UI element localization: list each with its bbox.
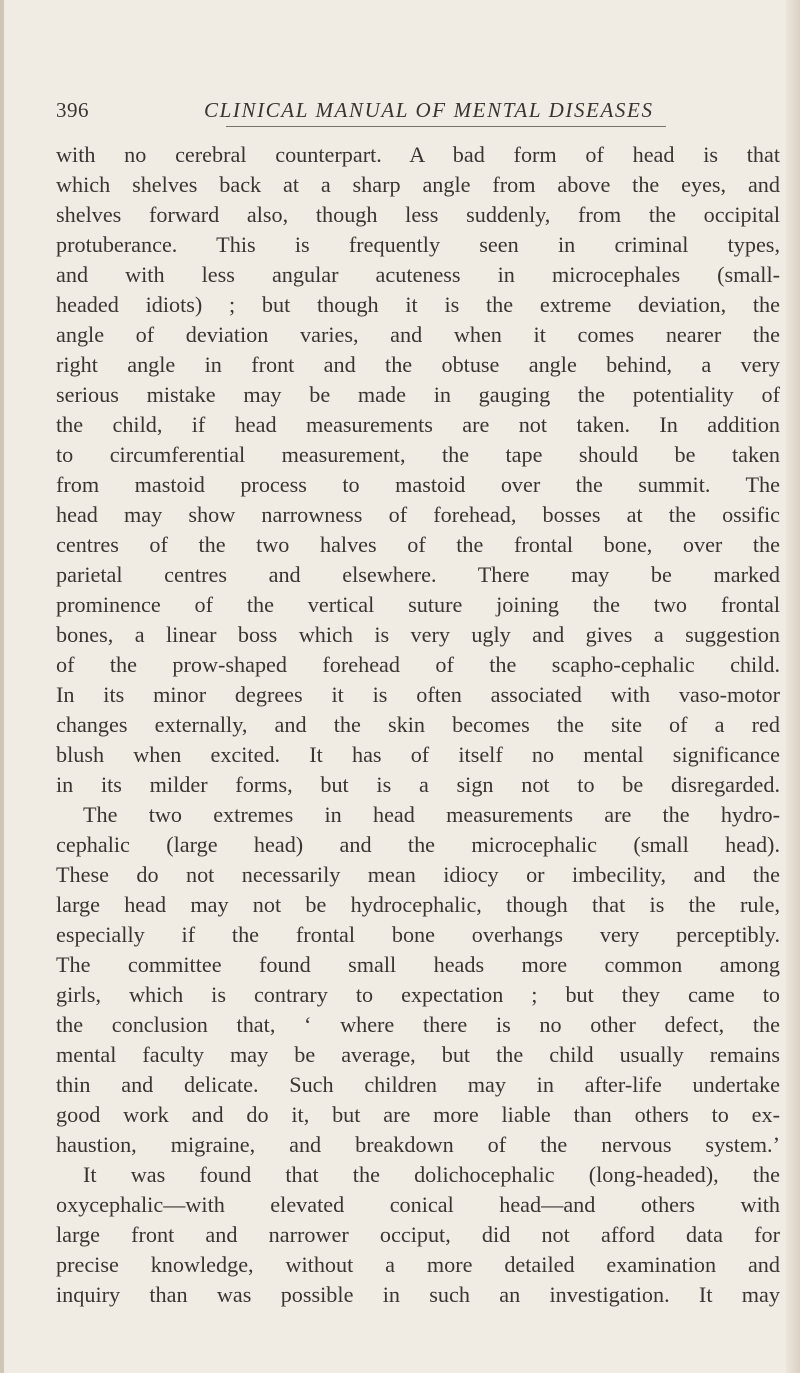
- text-line-paragraph-start: The two extremes in head measurements are the hydro-: [83, 802, 780, 827]
- text-line: and with less angular acuteness in microcephales (small-: [56, 262, 780, 287]
- body-text: [56, 140, 780, 1310]
- book-page: [56, 88, 780, 1310]
- text-line: large head may not be hydrocephalic, though that is the rule,: [56, 892, 780, 917]
- text-line: precise knowledge, without a more detailed examination and: [56, 1252, 780, 1277]
- text-line: angle of deviation varies, and when it comes nearer the: [56, 322, 780, 347]
- text-line: changes externally, and the skin becomes the site of a red: [56, 712, 780, 737]
- text-line: which shelves back at a sharp angle from above the eyes, and: [56, 172, 780, 197]
- text-line: girls, which is contrary to expectation ; but they came to: [56, 982, 780, 1007]
- text-line: large front and narrower occiput, did not afford data for: [56, 1222, 780, 1247]
- text-line: The committee found small heads more common among: [56, 952, 780, 977]
- scan-edge-left: [0, 0, 4, 1373]
- text-line: thin and delicate. Such children may in after-life undertake: [56, 1072, 780, 1097]
- text-line-paragraph-start: It was found that the dolichocephalic (long-headed), the: [83, 1162, 780, 1187]
- text-line: oxycephalic—with elevated conical head—and others with: [56, 1192, 780, 1217]
- text-line: These do not necessarily mean idiocy or imbecility, and the: [56, 862, 780, 887]
- text-line: to circumferential measurement, the tape should be taken: [56, 442, 780, 467]
- text-line: in its milder forms, but is a sign not to be disregarded.: [56, 772, 780, 797]
- scan-edge-right: [786, 0, 800, 1373]
- text-line: In its minor degrees it is often associated with vaso-motor: [56, 682, 780, 707]
- text-line: head may show narrowness of forehead, bosses at the ossific: [56, 502, 780, 527]
- text-line: bones, a linear boss which is very ugly and gives a suggestion: [56, 622, 780, 647]
- page-number: 396: [56, 98, 89, 122]
- text-line: cephalic (large head) and the microcephalic (small head).: [56, 832, 780, 857]
- page-header: [56, 88, 780, 128]
- text-line: with no cerebral counterpart. A bad form of head is that: [56, 142, 780, 167]
- text-line: parietal centres and elsewhere. There may be marked: [56, 562, 780, 587]
- header-rule: [226, 126, 666, 127]
- text-line: prominence of the vertical suture joining the two frontal: [56, 592, 780, 617]
- text-line: the conclusion that, ‘ where there is no other defect, the: [56, 1012, 780, 1037]
- text-line: the child, if head measurements are not taken. In addition: [56, 412, 780, 437]
- text-line: shelves forward also, though less suddenly, from the occipital: [56, 202, 780, 227]
- text-line: especially if the frontal bone overhangs very perceptibly.: [56, 922, 780, 947]
- text-line: blush when excited. It has of itself no mental significance: [56, 742, 780, 767]
- text-line: right angle in front and the obtuse angle behind, a very: [56, 352, 780, 377]
- text-line: good work and do it, but are more liable than others to ex-: [56, 1102, 780, 1127]
- text-line: serious mistake may be made in gauging the potentiality of: [56, 382, 780, 407]
- text-line: from mastoid process to mastoid over the summit. The: [56, 472, 780, 497]
- text-line: protuberance. This is frequently seen in criminal types,: [56, 232, 780, 257]
- text-line: centres of the two halves of the frontal bone, over the: [56, 532, 780, 557]
- text-line: inquiry than was possible in such an investigation. It may: [56, 1282, 780, 1307]
- text-line: haustion, migraine, and breakdown of the nervous system.’: [56, 1132, 780, 1157]
- text-line: mental faculty may be average, but the child usually remains: [56, 1042, 780, 1067]
- running-title: CLINICAL MANUAL OF MENTAL DISEASES: [204, 98, 654, 122]
- text-line: headed idiots) ; but though it is the extreme deviation, the: [56, 292, 780, 317]
- text-line: of the prow-shaped forehead of the scapho-cephalic child.: [56, 652, 780, 677]
